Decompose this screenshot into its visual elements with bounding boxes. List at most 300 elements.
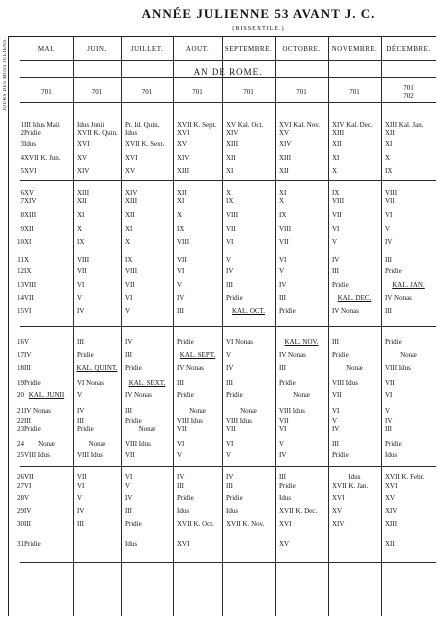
calendar-cell: III (177, 379, 184, 387)
month-header: NOVEMBRE. (331, 45, 378, 53)
calendar-cell: IX (332, 189, 340, 197)
calendar-cell: VII (177, 256, 187, 264)
calendar-cell: XIV (332, 520, 345, 528)
calendar-cell: IV Nonas (125, 391, 152, 399)
calendar-cell: V (125, 307, 131, 315)
calendar-cell: III (279, 364, 286, 372)
calendar-cell: IV (177, 473, 185, 481)
month-header: SEPTEMBRE. (224, 45, 273, 53)
year-label: 701 (41, 88, 52, 96)
year-split-bottom: 702 (403, 92, 414, 100)
calendar-cell: V (24, 338, 30, 346)
calendar-cell: III (24, 520, 31, 528)
calendar-cell: IX (77, 238, 85, 246)
calendar-cell: IX (226, 197, 234, 205)
calendar-cell: Pr. Id. Quin. (125, 121, 160, 129)
calendar-cell: X (77, 225, 83, 233)
calendar-cell: XVI (332, 494, 345, 502)
calendar-cell: VII (226, 225, 236, 233)
calendar-cell: XI (77, 211, 85, 219)
calendar-cell: III (226, 281, 233, 289)
calendar-cell: VII (24, 294, 34, 302)
day-number: 28 (17, 494, 24, 502)
calendar-cell: XVII K. Jan. (332, 482, 369, 490)
calendar-cell: Pridie (385, 338, 402, 346)
calendar-cell: VI (385, 391, 393, 399)
calendar-cell: VI (24, 307, 32, 315)
calendar-cell: VII (332, 391, 342, 399)
calendar-cell: IV (279, 451, 287, 459)
calendar-cell: VI (24, 482, 32, 490)
calendar-cell: Idus (385, 451, 398, 459)
calendar-cell: VIII (77, 256, 90, 264)
calendar-cell: Pridie (125, 417, 142, 425)
month-header: OCTOBRE. (282, 45, 321, 53)
day-number: 5 (20, 167, 24, 175)
day-number: 26 (17, 473, 24, 481)
calendar-cell: III (385, 307, 392, 315)
calendar-cell: KAL. DEC. (337, 294, 372, 302)
calendar-cell: VII (385, 197, 395, 205)
calendar-cell: VIII Idus (279, 407, 305, 415)
year-label: 701 (349, 88, 360, 96)
calendar-cell: III (385, 256, 392, 264)
calendar-cell: V (77, 391, 83, 399)
calendar-cell: Nonæ (240, 407, 257, 415)
calendar-cell: XVII K. Nov. (226, 520, 265, 528)
calendar-cell: V (226, 351, 232, 359)
calendar-cell: Pridie (332, 351, 349, 359)
calendar-cell: XVII K. Quin. (77, 128, 118, 137)
row-divider (20, 102, 436, 103)
calendar-cell: Idus (348, 473, 361, 481)
month-header: JUILLET. (130, 45, 164, 53)
day-number: 30 (17, 520, 24, 528)
day-number: 8 (20, 211, 24, 219)
calendar-cell: VI (279, 256, 287, 264)
year-label: 701 (192, 88, 203, 96)
day-number: 9 (20, 225, 24, 233)
calendar-cell: V (385, 225, 391, 233)
day-number: 27 (17, 482, 24, 490)
calendar-cell: Pridie (24, 379, 41, 387)
month-header: AOUT. (185, 45, 210, 53)
calendar-cell: X (226, 189, 232, 197)
calendar-cell: Idus (226, 507, 239, 515)
calendar-cell: IV (125, 338, 133, 346)
day-number: 12 (17, 267, 24, 275)
calendar-cell: III (125, 507, 132, 515)
calendar-cell: XV (279, 540, 290, 548)
calendar-cell: VIII (332, 197, 345, 205)
calendar-cell: XI (279, 189, 287, 197)
calendar-cell: VI (177, 440, 185, 448)
calendar-cell: VI (332, 225, 340, 233)
calendar-cell: X (332, 167, 338, 175)
calendar-cell: III (332, 338, 339, 346)
calendar-cell: Nonæ (88, 440, 106, 448)
day-number: 24 (17, 440, 24, 448)
calendar-cell: VIII (385, 189, 398, 197)
calendar-cell: V (279, 440, 285, 448)
calendar-cell: VIII (226, 211, 239, 219)
day-number: 4 (20, 154, 24, 162)
calendar-cell: III (177, 307, 184, 315)
calendar-cell: Nonæ (293, 391, 310, 399)
calendar-cell: Nonæ (189, 407, 206, 415)
calendar-cell: XII (177, 189, 187, 197)
calendar-cell: III (226, 482, 233, 490)
day-number: 10 (17, 238, 24, 246)
calendar-cell: VII (279, 238, 289, 246)
calendar-cell: XIII (77, 189, 90, 197)
calendar-cell: XI (125, 225, 133, 233)
calendar-cell: XIV (125, 189, 138, 197)
day-number: 6 (20, 189, 24, 197)
calendar-cell: III (279, 473, 286, 481)
calendar-cell: XIII (125, 197, 138, 205)
calendar-cell: XV (332, 507, 343, 515)
calendar-cell: KAL. SEPT. (179, 351, 216, 359)
calendar-cell: Pridie (177, 494, 194, 502)
calendar-cell: KAL. QUINT. (76, 364, 118, 372)
calendar-cell: XI (385, 140, 393, 148)
calendar-cell: XI (24, 238, 32, 246)
calendar-cell: Pridie (226, 391, 243, 399)
day-number: 14 (17, 294, 24, 302)
calendar-cell: Pridie (226, 494, 243, 502)
calendar-cell: KAL. SEXT. (128, 379, 166, 387)
calendar-cell: Pridie (177, 391, 194, 399)
calendar-cell: IV (279, 281, 287, 289)
calendar-cell: V (332, 238, 338, 246)
calendar-cell: IX (279, 211, 287, 219)
calendar-cell: IV (226, 364, 234, 372)
day-number: 18 (17, 364, 24, 372)
calendar-cell: V (279, 267, 285, 275)
calendar-cell: IV Nonas (385, 294, 412, 302)
calendar-cell: VI Nonas (77, 379, 105, 387)
calendar-cell: VIII (279, 225, 292, 233)
row-divider (20, 180, 436, 181)
day-number: 16 (17, 338, 24, 346)
page-title: ANNÉE JULIENNE 53 AVANT J. C. (141, 6, 376, 21)
calendar-cell: Pridie (279, 307, 296, 315)
year-label: 701 (91, 88, 103, 96)
calendar-cell: Idus (177, 507, 190, 515)
calendar-cell: KAL. JUNII (28, 391, 65, 399)
calendar-cell: XVI Kal. Nov. (279, 121, 321, 129)
calendar-cell: Nonæ (38, 440, 55, 448)
calendar-cell: X (24, 256, 30, 264)
calendar-cell: VII (177, 425, 187, 433)
calendar-cell: VIII Idus (24, 451, 50, 459)
row-divider (20, 60, 436, 61)
calendar-cell: XVII K. Sext. (125, 140, 165, 148)
calendar-cell: III (125, 351, 132, 359)
calendar-cell: XII (279, 167, 289, 175)
calendar-cell: VI (125, 473, 133, 481)
calendar-cell: VII (77, 267, 87, 275)
year-label: 701 (243, 88, 254, 96)
month-header: JUIN. (87, 45, 107, 53)
calendar-cell: IV (226, 473, 234, 481)
calendar-cell: Idus (125, 128, 138, 137)
calendar-cell: Idus Junii (77, 121, 105, 129)
calendar-cell: Pridie (24, 128, 41, 137)
calendar-cell: III (24, 417, 31, 425)
calendar-cell: VI Nonas (226, 338, 254, 346)
calendar-cell: X (125, 238, 131, 246)
calendar-cell: III (332, 440, 339, 448)
calendar-cell: X (385, 154, 391, 162)
calendar-cell: Pridie (125, 364, 142, 372)
calendar-cell: VII (332, 211, 342, 219)
calendar-cell: III (77, 338, 84, 346)
calendar-cell: V (125, 482, 131, 490)
day-number: 29 (17, 507, 24, 515)
calendar-cell: III (77, 417, 84, 425)
calendar-cell: XI (332, 154, 340, 162)
table-left-rule (8, 36, 9, 616)
calendar-cell: Pridie (226, 294, 243, 302)
calendar-cell: VII (125, 451, 135, 459)
row-divider (20, 562, 436, 563)
calendar-cell: IV (226, 267, 234, 275)
calendar-cell: XII (332, 140, 342, 148)
calendar-cell: XV (125, 167, 136, 175)
calendar-cell: III (385, 425, 392, 433)
calendar-cell: V (332, 417, 338, 425)
calendar-cell: XVI (24, 167, 37, 175)
day-number: 23 (17, 425, 24, 433)
day-number: 1 (20, 121, 24, 129)
calendar-cell: IV (385, 417, 393, 425)
calendar-cell: III (279, 294, 286, 302)
calendar-cell: Pridie (77, 351, 94, 359)
calendar-cell: XIII (24, 211, 37, 219)
calendar-cell: XIII (385, 520, 398, 528)
day-number: 25 (17, 451, 24, 459)
calendar-cell: VIII (24, 281, 37, 289)
calendar-cell: Pridie (24, 540, 41, 548)
calendar-cell: VI (77, 281, 85, 289)
calendar-cell: X (279, 197, 285, 205)
calendar-cell: VI (226, 440, 234, 448)
day-number: 13 (17, 281, 24, 289)
calendar-cell: XVI (125, 154, 138, 162)
calendar-cell: KAL. NOV. (284, 338, 319, 346)
calendar-cell: Nonæ (346, 364, 363, 372)
month-header: DÉCEMBRE. (386, 45, 431, 53)
calendar-cell: IV Nonas (24, 407, 51, 415)
calendar-cell: VIII Idus (125, 440, 151, 448)
day-number: 17 (17, 351, 24, 359)
calendar-cell: XIV Kal. Dec. (332, 121, 373, 129)
day-number: 2 (20, 128, 24, 137)
calendar-cell: Pridie (332, 281, 349, 289)
calendar-cell: XII (385, 540, 395, 548)
calendar-cell: III Idus Maii (24, 121, 60, 129)
calendar-cell: XIV (226, 128, 239, 137)
calendar-cell: VII (226, 425, 236, 433)
calendar-cell: V (226, 256, 232, 264)
calendar-cell: VIII Idus (226, 417, 252, 425)
calendar-cell: Pridie (125, 520, 142, 528)
calendar-cell: VI (177, 267, 185, 275)
calendar-cell: IX (125, 256, 133, 264)
year-label-split (381, 84, 436, 100)
calendar-cell: V (226, 451, 232, 459)
calendar-cell: XV (279, 128, 290, 137)
calendar-cell: III (125, 407, 132, 415)
calendar-cell: VI (226, 238, 234, 246)
calendar-cell: XVI (385, 482, 398, 490)
calendar-cell: XII (125, 211, 135, 219)
calendar-cell: KAL. OCT. (231, 307, 266, 315)
calendar-cell: VI (77, 482, 85, 490)
row-divider (20, 77, 436, 78)
calendar-cell: III (177, 482, 184, 490)
calendar-cell: XIV (279, 140, 292, 148)
row-divider (20, 466, 436, 467)
day-number: 19 (17, 379, 24, 387)
year-split-top: 701 (403, 84, 414, 92)
calendar-cell: XIII (332, 128, 345, 137)
calendar-cell: IV (177, 294, 185, 302)
calendar-cell: IV Nonas (332, 307, 359, 315)
calendar-cell: IV (24, 507, 32, 515)
calendar-cell: XVI (177, 540, 190, 548)
calendar-cell: VII (279, 417, 289, 425)
day-number: 7 (20, 197, 24, 205)
calendar-cell: Pridie (177, 338, 194, 346)
year-label: 701 (296, 88, 307, 96)
calendar-cell: Pridie (279, 482, 296, 490)
day-number: 21 (17, 407, 24, 415)
day-number: 22 (17, 417, 24, 425)
calendar-cell: Nonæ (138, 425, 156, 433)
year-label: 701 (141, 88, 153, 96)
day-number: 20 (17, 391, 24, 399)
calendar-cell: III (24, 364, 31, 372)
calendar-cell: IV (77, 507, 85, 515)
year-banner: AN DE ROME. (193, 67, 263, 77)
calendar-cell: XI (177, 197, 185, 205)
calendar-cell: IV (125, 494, 133, 502)
calendar-cell: XIII (279, 154, 292, 162)
calendar-cell: XVI (279, 520, 292, 528)
calendar-cell: III (77, 520, 84, 528)
calendar-cell: XVII K. Dec. (279, 507, 318, 515)
calendar-cell: X (177, 211, 183, 219)
row-divider (20, 326, 436, 327)
calendar-cell: IV (332, 425, 340, 433)
calendar-cell: Pridie (385, 267, 402, 275)
calendar-cell: Pridie (24, 425, 41, 433)
calendar-cell: XVII K. Jun. (24, 154, 61, 162)
calendar-cell: VII (385, 379, 395, 387)
calendar-cell: III (332, 267, 339, 275)
calendar-cell: XV (24, 189, 35, 197)
day-number: 31 (17, 540, 24, 548)
calendar-cell: IV Nonas (279, 351, 306, 359)
page-subtitle: (BISSEXTILE.) (232, 26, 285, 32)
calendar-cell: V (177, 451, 183, 459)
calendar-cell: XIV (77, 167, 90, 175)
calendar-cell: XV (77, 154, 88, 162)
calendar-cell: IV (385, 238, 393, 246)
calendar-cell: XII (385, 128, 395, 137)
calendar-cell: XVII K. Oct. (177, 520, 214, 528)
calendar-cell: III (226, 379, 233, 387)
calendar-cell: XV (385, 494, 396, 502)
calendar-cell: VIII (177, 238, 190, 246)
calendar-cell: Idus (125, 540, 138, 548)
calendar-cell: XIV (385, 507, 398, 515)
calendar-cell: VI (332, 407, 340, 415)
day-number: 3 (20, 140, 24, 148)
calendar-cell: XVII K. Febr. (385, 473, 425, 481)
day-number: 11 (17, 256, 24, 264)
calendar-cell: Idus (24, 140, 37, 148)
calendar-cell: IX (177, 225, 185, 233)
calendar-cell: V (77, 294, 83, 302)
calendar-cell: XIII Kal. Jan. (385, 121, 424, 129)
calendar-cell: VI (279, 425, 287, 433)
calendar-cell: IV (77, 307, 85, 315)
calendar-cell: XIV (177, 154, 190, 162)
calendar-cell: Pridie (332, 451, 349, 459)
calendar-cell: IV (332, 256, 340, 264)
calendar-cell: VIII Idus (332, 379, 358, 387)
calendar-cell: IX (385, 167, 393, 175)
calendar-cell: IV (77, 407, 85, 415)
calendar-cell: VIII Idus (77, 451, 103, 459)
calendar-cell: Pridie (77, 425, 94, 433)
day-number: 15 (17, 307, 24, 315)
calendar-cell: XV (177, 140, 188, 148)
calendar-cell: XI (226, 167, 234, 175)
calendar-cell: IX (24, 267, 32, 275)
calendar-cell: XVI (77, 140, 90, 148)
calendar-cell: Pridie (279, 379, 296, 387)
calendar-cell: V (77, 494, 83, 502)
calendar-cell: VIII Idus (177, 417, 203, 425)
calendar-cell: XIV (24, 197, 37, 205)
calendar-cell: IV (24, 351, 32, 359)
calendar-cell: KAL. JAN. (392, 281, 425, 289)
calendar-cell: XV Kal. Oct. (226, 121, 264, 129)
calendar-cell: VII (125, 281, 135, 289)
calendar-cell: V (177, 281, 183, 289)
calendar-cell: XVII K. Sept. (177, 121, 217, 129)
calendar-cell: VI (125, 294, 133, 302)
calendar-cell: VIII Idus (385, 364, 411, 372)
calendar-cell: XIII (177, 167, 190, 175)
calendar-cell: XVI (177, 128, 190, 137)
calendar-cell: Nonæ (400, 351, 417, 359)
calendar-cell: XIII (226, 140, 239, 148)
calendar-cell: V (385, 407, 391, 415)
calendar-cell: VII (24, 473, 34, 481)
calendar-cell: IV Nonas (177, 364, 204, 372)
calendar-cell: VI (385, 211, 393, 219)
calendar-cell: XII (77, 197, 87, 205)
calendar-cell: Pridie (385, 440, 402, 448)
calendar-cell: V (24, 494, 30, 502)
calendar-cell: VIII (125, 267, 138, 275)
